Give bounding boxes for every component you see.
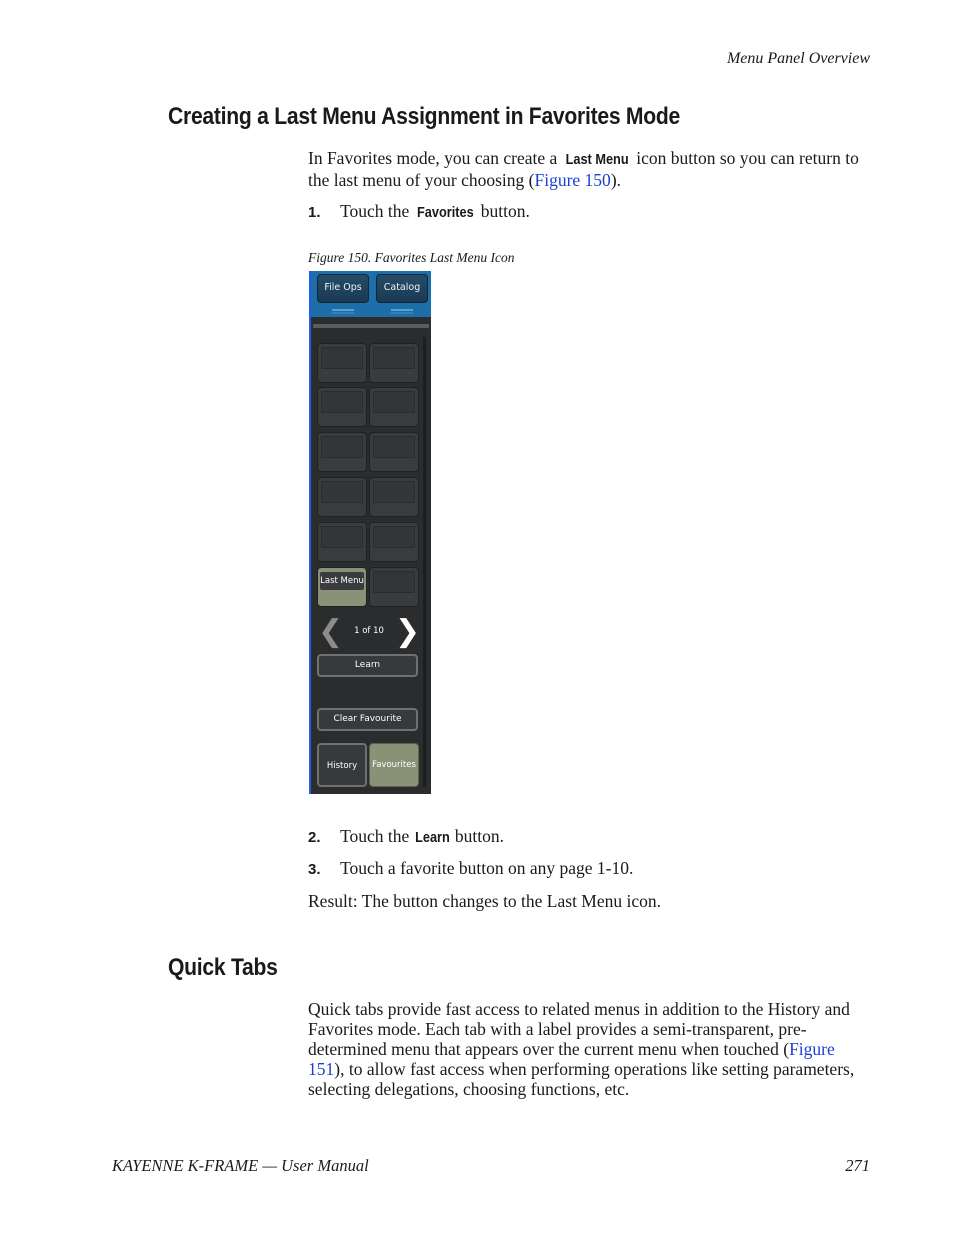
scroll-rail xyxy=(423,337,426,787)
step-text: Touch a favorite button on any page 1-10. xyxy=(340,858,634,878)
chevron-right-icon[interactable]: ❯ xyxy=(395,614,421,649)
last-menu-label: Last Menu xyxy=(320,572,364,590)
chevron-left-icon[interactable]: ❮ xyxy=(318,614,344,649)
step-text-after: button. xyxy=(454,826,505,846)
favourites-button[interactable]: Favourites xyxy=(369,743,419,787)
figure-151-link[interactable]: Figure 151 xyxy=(308,1039,835,1079)
ui-term-last-menu: Last Menu xyxy=(565,151,629,168)
step-1 xyxy=(308,201,873,223)
favorite-slot-button[interactable] xyxy=(369,432,419,472)
page-indicator: 1 of 10 xyxy=(354,626,384,636)
step-3 xyxy=(308,858,873,880)
clear-favourite-button[interactable]: Clear Favourite xyxy=(317,708,418,731)
ui-term-learn: Learn xyxy=(414,829,450,846)
file-ops-button[interactable]: File Ops xyxy=(317,274,369,303)
favorite-slot-button[interactable] xyxy=(317,432,367,472)
favorite-slot-button[interactable] xyxy=(369,477,419,517)
page-number: 271 xyxy=(845,1156,870,1175)
panel-divider xyxy=(313,324,429,328)
step-2 xyxy=(308,826,873,848)
paragraph-text-after: ), to allow fast access when performing operations like setting parameters, selecting delegations, choosing functions, etc. xyxy=(308,1059,855,1099)
step-text-after: button. xyxy=(480,201,530,221)
last-menu-button[interactable] xyxy=(317,567,367,607)
quick-tabs-paragraph xyxy=(308,999,873,1099)
favorite-slot-button[interactable] xyxy=(369,567,419,607)
favorite-slot-button[interactable] xyxy=(369,522,419,562)
step-text-before: Touch the xyxy=(340,201,410,221)
catalog-button[interactable]: Catalog xyxy=(376,274,428,303)
intro-text-after: ). xyxy=(610,170,622,190)
favorite-slot-button[interactable] xyxy=(317,387,367,427)
figure-150-link[interactable]: Figure 150 xyxy=(534,170,611,190)
step-text-before: Touch the xyxy=(340,826,410,846)
section-heading-last-menu: Creating a Last Menu Assignment in Favorites Mode xyxy=(168,103,681,130)
favorite-slot-button[interactable] xyxy=(317,343,367,383)
ui-term-favorites: Favorites xyxy=(416,204,474,221)
history-button[interactable]: History xyxy=(317,743,367,787)
intro-text-middle: icon button so you can return to the last menu of your choosing ( xyxy=(308,148,859,190)
favorite-slot-button[interactable] xyxy=(369,387,419,427)
step-number: 1. xyxy=(308,204,321,221)
figure-caption: Figure 150. Favorites Last Menu Icon xyxy=(308,250,515,265)
favorite-slot-button[interactable] xyxy=(317,477,367,517)
result-text: Result: The button changes to the Last Menu icon. xyxy=(308,891,662,911)
running-head: Menu Panel Overview xyxy=(726,50,870,67)
intro-text-before: In Favorites mode, you can create a xyxy=(308,148,558,168)
paragraph-text-before: Quick tabs provide fast access to related menus in addition to the History and Favorites mode. Each tab with a label provides a semi-transparent, pre-determined menu that appears over the current menu when touched ( xyxy=(308,999,850,1059)
learn-button[interactable]: Learn xyxy=(317,654,418,677)
section-heading-quick-tabs: Quick Tabs xyxy=(168,954,278,981)
footer-title: KAYENNE K-FRAME — User Manual xyxy=(112,1156,369,1175)
favorites-menu-panel xyxy=(309,271,431,794)
intro-paragraph xyxy=(308,148,873,190)
favorite-slot-button[interactable] xyxy=(369,343,419,383)
step-number: 2. xyxy=(308,829,321,846)
step-number: 3. xyxy=(308,861,321,878)
favorite-slot-button[interactable] xyxy=(317,522,367,562)
